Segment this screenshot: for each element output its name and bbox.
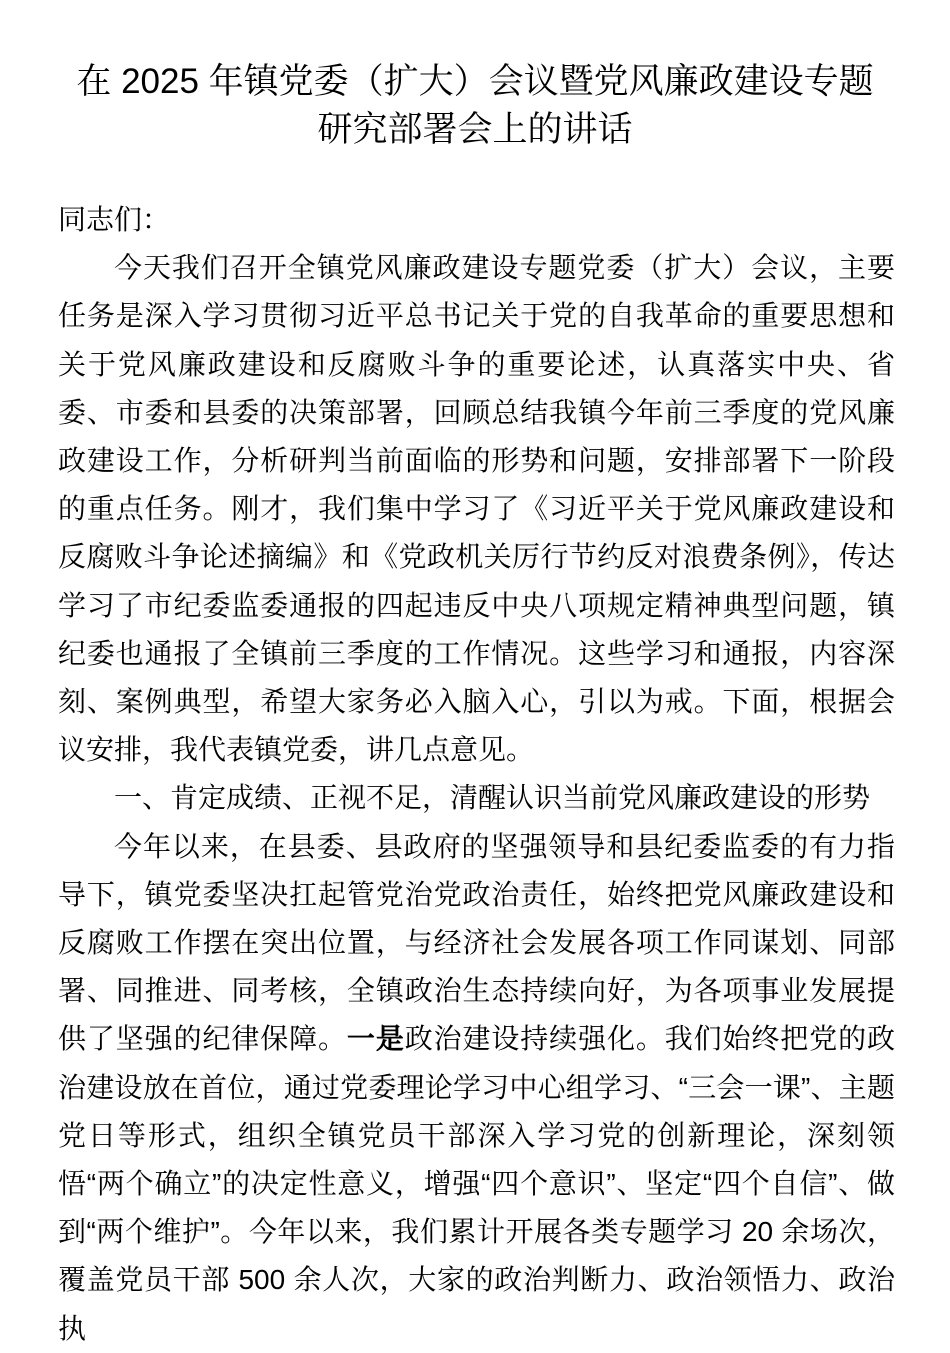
body-paragraph-1: 今天我们召开全镇党风廉政建设专题党委（扩大）会议，主要任务是深入学习贯彻习近平总书记关于党的自我革命的重要思想和关于党风廉政建设和反腐败斗争的重要论述，认真落实中央、省委、市委和县委的决策部署，回顾总结我镇今年前三季度的党风廉政建设工作，分析研判当前面临的形势和问题，安排部署下一阶段的重点任务。刚才，我们集中学习了《习近平关于党风廉政建设和反腐败斗争论述摘编》和《党政机关厉行节约反对浪费条例》，传达学习了市纪委监委通报的四起违反中央八项规定精神典型问题，镇纪委也通报了全镇前三季度的工作情况。这些学习和通报，内容深刻、案例典型，希望大家务必入脑入心，引以为戒。下面，根据会议安排，我代表镇党委，讲几点意见。 bbox=[58, 252, 895, 766]
paragraph-2-segment-b: 政治建设持续强化。我们始终把党的政治建设放在首位，通过党委理论学习中心组学习、“三会一课”、主题党日等形式，组织全镇党员干部深入学习党的创新理论，深刻领悟“两个确立”的决定性意义，增强“四个意识”、坚定“四个自信”、做到“两个维护”。今年以来，我们累计开展各类专题学习 20 余场次，覆盖党员干部 500 余人次，大家的政治判断力、政治领悟力、政治执 bbox=[58, 1023, 895, 1344]
paragraph-2-segment-a: 今年以来，在县委、县政府的坚强领导和县纪委监委的有力指导下，镇党委坚决扛起管党治党政治责任，始终把党风廉政建设和反腐败工作摆在突出位置，与经济社会发展各项工作同谋划、同部署、同推进、同考核，全镇政治生态持续向好，为各项事业发展提供了坚强的纪律保障。 bbox=[58, 830, 895, 1055]
page-title-line-2: 研究部署会上的讲话 bbox=[317, 110, 633, 149]
document-body bbox=[0, 196, 950, 1353]
page-title-line-1: 在 2025 年镇党委（扩大）会议暨党风廉政建设专题 bbox=[76, 62, 874, 101]
salutation-paragraph: 同志们： bbox=[58, 204, 171, 235]
body-paragraph-2 bbox=[58, 823, 895, 1353]
page-title bbox=[0, 0, 950, 154]
paragraph-2-bold-marker: 一是 bbox=[346, 1023, 405, 1055]
section-heading-1: 一、肯定成绩、正视不足，清醒认识当前党风廉政建设的形势 bbox=[114, 782, 871, 814]
